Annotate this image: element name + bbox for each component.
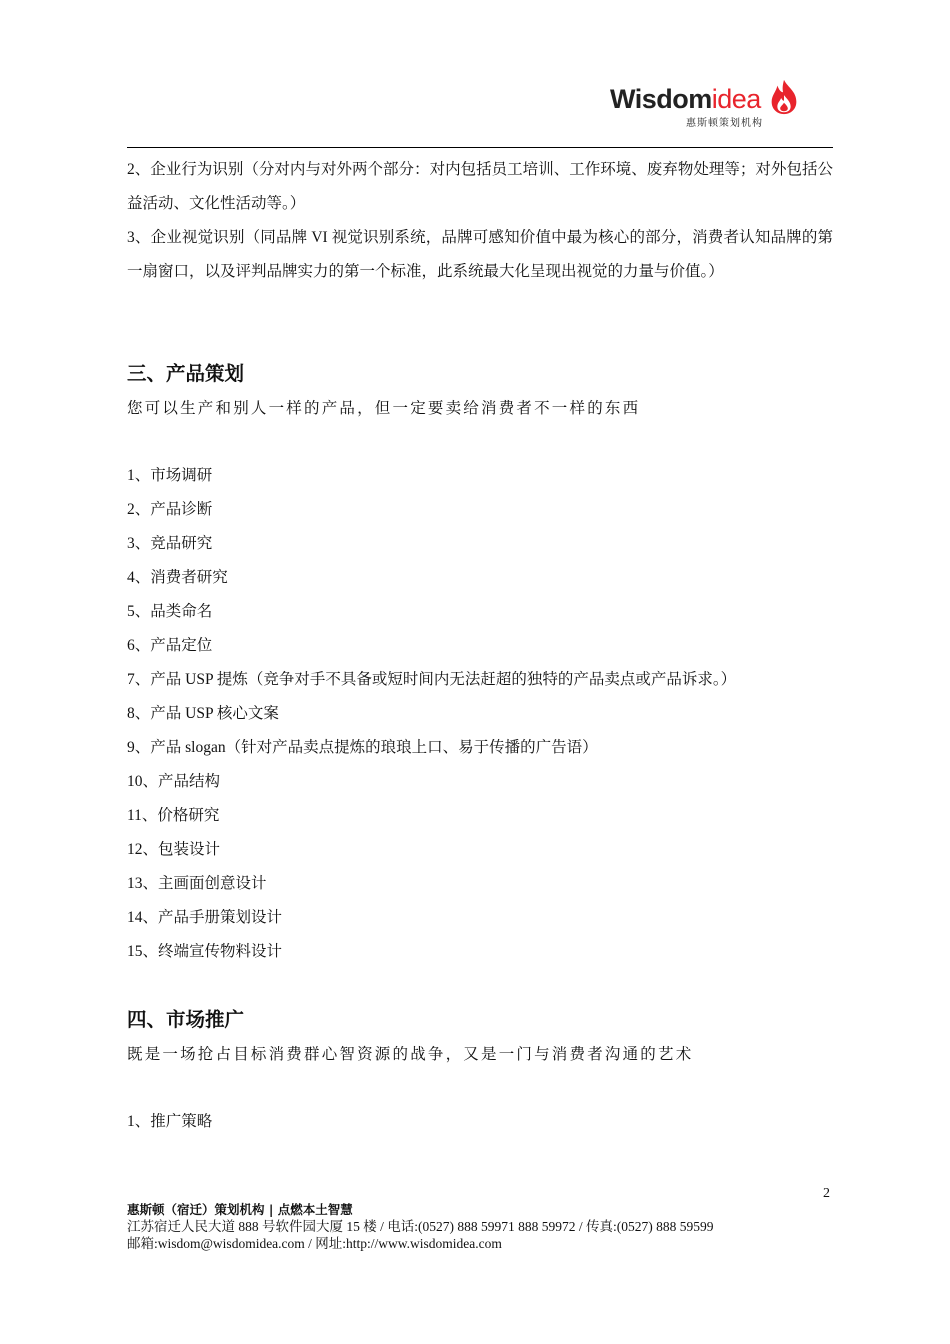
list-item: 12、包装设计 <box>127 841 221 858</box>
footer-title: 惠斯顿（宿迁）策划机构 | 点燃本土智慧 <box>127 1202 353 1217</box>
list-item: 15、终端宣传物料设计 <box>127 943 283 960</box>
list-item: 4、消费者研究 <box>127 569 228 586</box>
section-slogan-product: 您可以生产和别人一样的产品，但一定要卖给消费者不一样的东西 <box>127 399 641 417</box>
list-item: 2、产品诊断 <box>127 501 213 518</box>
section-title-market-promotion: 四、市场推广 <box>127 1008 245 1031</box>
list-item: 14、产品手册策划设计 <box>127 909 283 926</box>
list-item: 3、竞品研究 <box>127 535 213 552</box>
list-item: 8、产品 USP 核心文案 <box>127 705 279 722</box>
list-item: 9、产品 slogan（针对产品卖点提炼的琅琅上口、易于传播的广告语） <box>127 739 598 756</box>
list-item: 13、主画面创意设计 <box>127 875 267 892</box>
document-body <box>127 153 833 1139</box>
logo-word-bold: Wisdom <box>610 84 712 114</box>
market-promotion-list <box>127 1105 833 1139</box>
list-item: 5、品类命名 <box>127 603 213 620</box>
section-title-product-planning: 三、产品策划 <box>127 362 245 385</box>
header-divider <box>127 147 833 148</box>
company-logo <box>610 78 810 128</box>
list-item: 10、产品结构 <box>127 773 221 790</box>
page-number: 2 <box>823 1186 830 1201</box>
footer-contact: 邮箱:wisdom@wisdomidea.com / 网址:http://www.wisdomidea.com <box>127 1236 502 1251</box>
paragraph-behavior-identity: 2、企业行为识别（分对内与对外两个部分：对内包括员工培训、工作环境、废弃物处理等；对外包括公益活动、文化性活动等。） <box>127 161 833 212</box>
page-footer <box>127 1201 833 1252</box>
footer-address: 江苏宿迁人民大道 888 号软件园大厦 15 楼 / 电话:(0527) 888 59971 888 59972 / 传真:(0527) 888 59599 <box>127 1219 714 1234</box>
list-item: 7、产品 USP 提炼（竞争对手不具备或短时间内无法赶超的独特的产品卖点或产品诉求。） <box>127 671 737 688</box>
list-item: 1、推广策略 <box>127 1113 213 1130</box>
product-planning-list <box>127 459 833 969</box>
flame-icon <box>765 78 803 116</box>
list-item: 6、产品定位 <box>127 637 213 654</box>
logo-word-light: idea <box>711 84 761 114</box>
paragraph-visual-identity: 3、企业视觉识别（同品牌 VI 视觉识别系统，品牌可感知价值中最为核心的部分，消费者认知品牌的第一扇窗口，以及评判品牌实力的第一个标准，此系统最大化呈现出视觉的力量与价值。） <box>127 229 833 280</box>
list-item: 11、价格研究 <box>127 807 220 824</box>
logo-wordmark <box>610 84 761 114</box>
list-item: 1、市场调研 <box>127 467 213 484</box>
logo-subtitle: 惠斯顿策划机构 <box>686 118 763 129</box>
section-slogan-promotion: 既是一场抢占目标消费群心智资源的战争，又是一门与消费者沟通的艺术 <box>127 1045 694 1063</box>
